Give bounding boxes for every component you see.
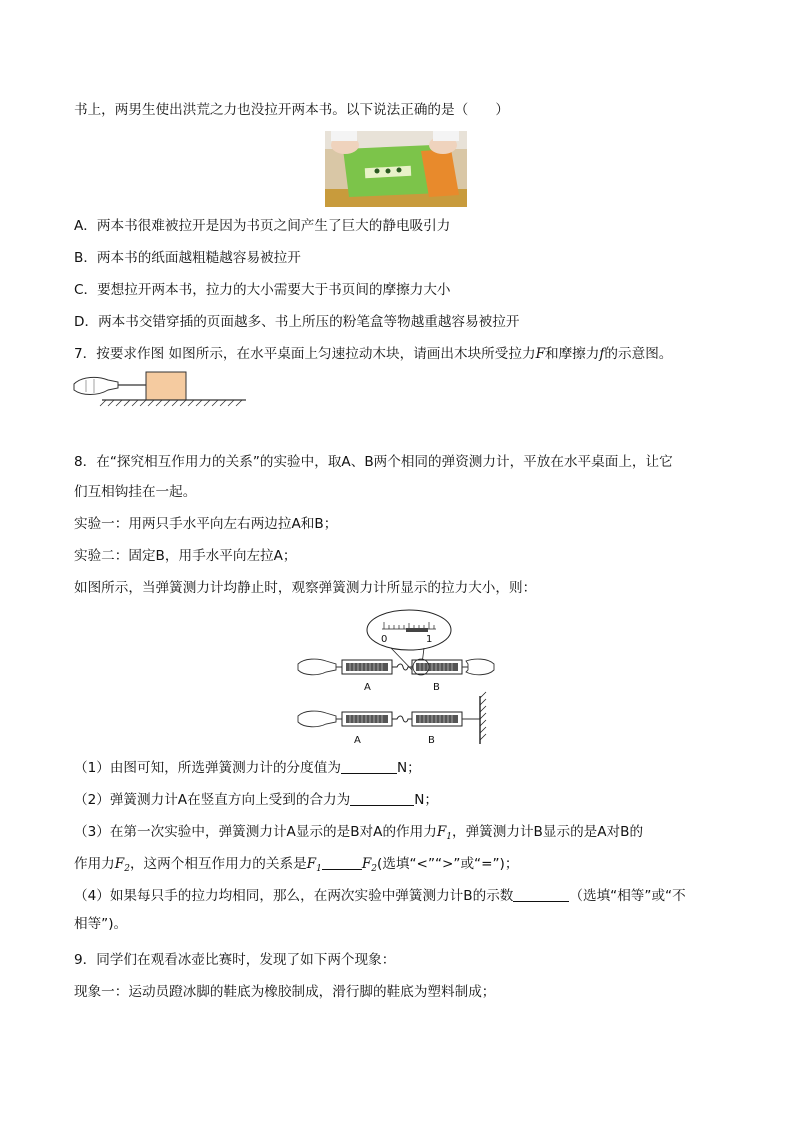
- q8-experiment-1: 实验一：用两只手水平向左右两边拉A和B；: [74, 516, 338, 532]
- spring-balance-figure: [296, 608, 496, 750]
- q8-sub1-suffix: N；: [396, 760, 421, 776]
- q8-sub3-subscript-2: 2: [124, 864, 130, 874]
- q8-sub3-text-b: ，弹簧测力计B显示的是A对B的: [452, 824, 644, 840]
- q7-text-b: 和摩擦力: [545, 346, 600, 362]
- q8-sub3-symbol-F1: F: [436, 824, 447, 840]
- q8-sub3-line2: [74, 854, 518, 879]
- option-b-letter: B．: [74, 250, 97, 266]
- q8-sub3-compare-F2: F: [361, 856, 372, 872]
- q8-sub2-prefix: （2）弹簧测力计A在竖直方向上受到的合力为: [74, 792, 351, 808]
- q8-sub4-text-a: （4）如果每只手的拉力均相同，那么，在两次实验中弹簧测力计B的示数: [74, 888, 514, 904]
- q8-sub3-subscript-1: 1: [446, 832, 452, 842]
- q6-stem-tail: 书上，两男生使出洪荒之力也没拉开两本书。以下说法正确的是（ ）: [74, 102, 509, 118]
- q7-text-a: 7．按要求作图 如图所示，在水平桌面上匀速拉动木块，请画出木块所受拉力: [74, 346, 536, 362]
- q8-intro: 如图所示，当弹簧测力计均静止时，观察弹簧测力计所显示的拉力大小，则：: [74, 580, 537, 596]
- row1-label-a: A: [364, 682, 371, 693]
- q8-stem-line2: 们互相钩挂在一起。: [74, 484, 197, 500]
- q7-text-c: 的示意图。: [604, 346, 673, 362]
- q8-stem-line1: 8．在“探究相互作用力的关系”的实验中，取A、B两个相同的弹资测力计，平放在水平桌面上，让它: [74, 454, 673, 470]
- row1-label-b: B: [433, 682, 440, 693]
- option-c: [74, 280, 451, 300]
- answer-blank-2[interactable]: [350, 790, 414, 806]
- q8-sub4-line2: 相等”)。: [74, 916, 128, 932]
- answer-blank-4[interactable]: [513, 886, 569, 902]
- answer-blank-3[interactable]: [322, 854, 362, 870]
- option-d-letter: D．: [74, 314, 99, 330]
- option-d-text: 两本书交错穿插的页面越多、书上所压的粉笔盒等物越重越容易被拉开: [98, 314, 520, 330]
- q8-experiment-2: 实验二：固定B，用手水平向左拉A；: [74, 548, 297, 564]
- q8-sub3-line1: [74, 822, 643, 847]
- experiment-2-row: [298, 692, 486, 746]
- scale-label-zero: 0: [381, 634, 388, 645]
- option-a-letter: A．: [74, 218, 97, 234]
- row2-label-b: B: [428, 735, 435, 746]
- answer-blank-1[interactable]: [341, 758, 397, 774]
- q8-sub2-suffix: N；: [414, 792, 438, 808]
- option-a: [74, 216, 450, 236]
- scale-label-one: 1: [426, 634, 433, 645]
- q9-phenomenon-1: 现象一：运动员蹬冰脚的鞋底为橡胶制成，滑行脚的鞋底为塑料制成；: [74, 984, 496, 1000]
- q8-sub4-line1: [74, 886, 686, 906]
- experiment-1-row: [298, 659, 494, 693]
- option-c-letter: C．: [74, 282, 98, 298]
- q8-sub3-symbol-F2: F: [114, 856, 125, 872]
- option-b-text: 两本书的纸面越粗糙越容易被拉开: [96, 250, 301, 266]
- q8-sub3-text-e: (选填“<”“>”或“=”)；: [377, 856, 519, 872]
- q9-stem: 9．同学们在观看冰壶比赛时，发现了如下两个现象：: [74, 952, 396, 968]
- q7-stem: [74, 344, 672, 364]
- q8-sub2: [74, 790, 438, 810]
- q8-sub3-text-a: （3）在第一次实验中，弹簧测力计A显示的是B对A的作用力: [74, 824, 437, 840]
- row2-label-a: A: [354, 735, 361, 746]
- q8-sub1: [74, 758, 421, 778]
- q8-sub1-prefix: （1）由图可知，所选弹簧测力计的分度值为: [74, 760, 341, 776]
- books-photo: [325, 131, 467, 207]
- q8-sub3-compare-sub-2: 2: [371, 864, 378, 874]
- q7-symbol-F: F: [535, 346, 545, 362]
- q8-sub3-text-c: 作用力: [74, 856, 115, 872]
- q8-sub3-compare-F1: F: [306, 856, 317, 872]
- option-a-text: 两本书很难被拉开是因为书页之间产生了巨大的静电吸引力: [96, 218, 451, 234]
- hand-pull-block-figure: [72, 368, 248, 410]
- q8-sub3-compare-sub-1: 1: [316, 864, 322, 874]
- option-c-text: 要想拉开两本书，拉力的大小需要大于书页间的摩擦力大小: [97, 282, 451, 298]
- q7-symbol-f: f: [599, 346, 605, 362]
- option-d: [74, 312, 519, 332]
- option-b: [74, 248, 301, 268]
- q8-sub3-text-d: ，这两个相互作用力的关系是: [129, 856, 307, 872]
- q8-sub4-text-b: （选填“相等”或“不: [569, 888, 686, 904]
